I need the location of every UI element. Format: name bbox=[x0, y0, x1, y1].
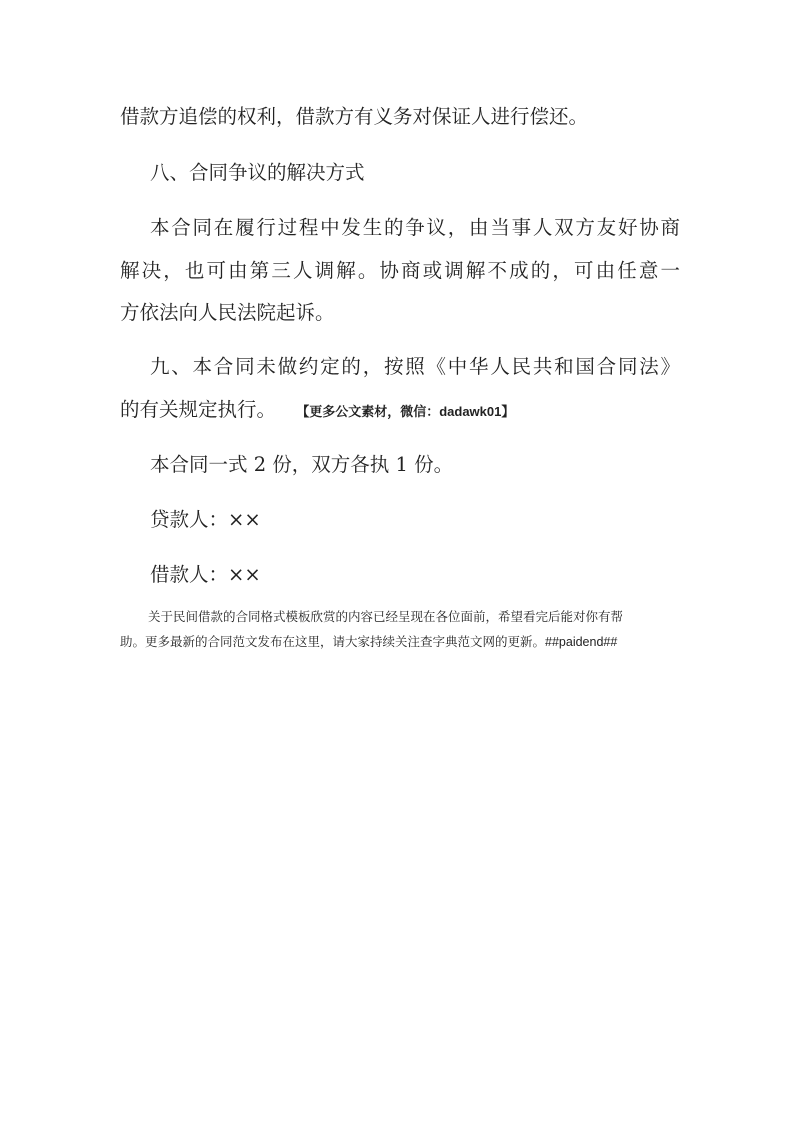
signature-lender: 贷款人：×× bbox=[150, 508, 261, 531]
closing-line-1: 关于民间借款的合同格式模板欣赏的内容已经呈现在各位面前，希望看完后能对你有帮 bbox=[148, 609, 624, 624]
section-nine-line-2 bbox=[120, 397, 680, 425]
section-nine-text: 的有关规定执行。 bbox=[120, 398, 277, 421]
paragraph-guarantor-recourse: 借款方追偿的权利，借款方有义务对保证人进行偿还。 bbox=[120, 105, 589, 128]
paragraph-copies: 本合同一式 2 份，双方各执 1 份。 bbox=[150, 453, 454, 476]
signature-borrower: 借款人：×× bbox=[150, 563, 261, 586]
end-marker: ##paidend## bbox=[545, 635, 618, 649]
paragraph-dispute-line-2: 解决，也可由第三人调解。协商或调解不成的，可由任意一 bbox=[120, 259, 680, 282]
paragraph-dispute-line-1: 本合同在履行过程中发生的争议，由当事人双方友好协商 bbox=[150, 216, 680, 239]
promo-note: 【更多公文素材，微信：dadawk01】 bbox=[296, 404, 515, 419]
section-nine-line-1: 九、本合同未做约定的，按照《中华人民共和国合同法》 bbox=[150, 355, 680, 378]
paragraph-dispute-line-3: 方依法向人民法院起诉。 bbox=[120, 301, 335, 324]
closing-line-2-text: 助。更多最新的合同范文发布在这里，请大家持续关注查字典范文网的更新。 bbox=[120, 634, 546, 649]
section-heading-dispute-resolution: 八、合同争议的解决方式 bbox=[150, 161, 365, 184]
closing-line-2 bbox=[120, 633, 617, 651]
